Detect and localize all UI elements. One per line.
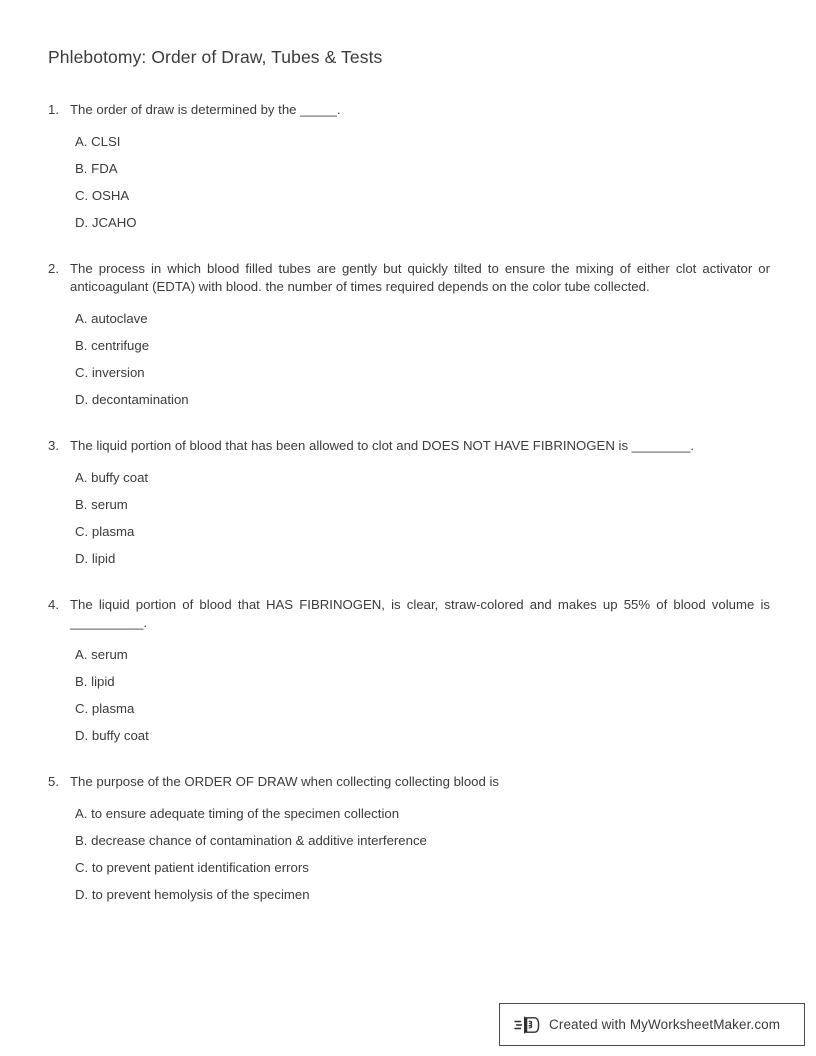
option-text: buffy coat (91, 470, 149, 485)
question-text: The liquid portion of blood that has been allowed to clot and DOES NOT HAVE FIBRINOGEN is ________. (70, 438, 695, 453)
question-number: 5. (48, 774, 59, 789)
option-letter: B. (75, 338, 88, 353)
question-prompt (48, 260, 770, 296)
option-text: decontamination (91, 392, 189, 407)
option-text: buffy coat (91, 728, 149, 743)
option-text: decrease chance of contamination & additive interference (91, 833, 427, 848)
option-text: inversion (91, 365, 145, 380)
option-text: lipid (91, 674, 115, 689)
option-row[interactable] (75, 187, 770, 205)
option-row[interactable] (75, 859, 770, 877)
question-text: The purpose of the ORDER OF DRAW when collecting collecting blood is (70, 774, 500, 789)
option-letter: C. (75, 188, 89, 203)
question-block (48, 437, 770, 596)
option-text: lipid (91, 551, 116, 566)
option-letter: A. (75, 647, 88, 662)
option-row[interactable] (75, 832, 770, 850)
question-text: The process in which blood filled tubes are gently but quickly tilted to ensure the mixing of either clot activator or anticoagulant (EDTA) with blood. the number of times required depends on the color tube collected. (70, 261, 770, 294)
option-row[interactable] (75, 337, 770, 355)
option-text: to prevent hemolysis of the specimen (91, 887, 310, 902)
worksheet-maker-logo-icon (514, 1013, 540, 1037)
option-row[interactable] (75, 496, 770, 514)
footer-text: Created with MyWorksheetMaker.com (549, 1017, 781, 1032)
option-letter: A. (75, 470, 88, 485)
option-row[interactable] (75, 364, 770, 382)
option-row[interactable] (75, 646, 770, 664)
option-letter: A. (75, 134, 88, 149)
question-prompt (48, 437, 770, 455)
question-text: The liquid portion of blood that HAS FIBRINOGEN, is clear, straw-colored and makes up 55% of blood volume is __________. (70, 597, 770, 630)
option-text: plasma (91, 524, 135, 539)
option-row[interactable] (75, 523, 770, 541)
option-row[interactable] (75, 727, 770, 745)
option-row[interactable] (75, 310, 770, 328)
option-letter: A. (75, 806, 88, 821)
option-list (48, 805, 770, 904)
option-row[interactable] (75, 700, 770, 718)
option-text: to ensure adequate timing of the specimen collection (91, 806, 400, 821)
option-letter: B. (75, 161, 88, 176)
footer-attribution-badge[interactable] (499, 1003, 805, 1046)
question-text: The order of draw is determined by the _____. (70, 102, 341, 117)
question-block (48, 773, 770, 904)
option-letter: B. (75, 497, 88, 512)
option-text: CLSI (91, 134, 121, 149)
option-text: JCAHO (91, 215, 137, 230)
option-row[interactable] (75, 805, 770, 823)
option-letter: D. (75, 887, 89, 902)
question-number: 3. (48, 438, 59, 453)
option-list (48, 310, 770, 409)
spacer (48, 232, 770, 260)
option-text: OSHA (91, 188, 130, 203)
option-list (48, 133, 770, 232)
question-block (48, 101, 770, 260)
spacer (48, 745, 770, 773)
option-row[interactable] (75, 469, 770, 487)
question-number: 1. (48, 102, 59, 117)
option-letter: C. (75, 524, 89, 539)
option-letter: C. (75, 701, 89, 716)
option-row[interactable] (75, 214, 770, 232)
page-title: Phlebotomy: Order of Draw, Tubes & Tests (48, 47, 383, 67)
option-letter: D. (75, 392, 89, 407)
option-list (48, 469, 770, 568)
option-text: autoclave (91, 311, 148, 326)
question-block (48, 596, 770, 773)
option-letter: B. (75, 833, 88, 848)
option-row[interactable] (75, 133, 770, 151)
option-letter: C. (75, 860, 89, 875)
option-text: serum (91, 497, 128, 512)
option-letter: D. (75, 551, 89, 566)
option-letter: D. (75, 728, 89, 743)
spacer (48, 568, 770, 596)
option-letter: B. (75, 674, 88, 689)
question-prompt (48, 101, 770, 119)
option-text: plasma (91, 701, 135, 716)
question-prompt (48, 773, 770, 791)
option-text: centrifuge (91, 338, 150, 353)
question-prompt (48, 596, 770, 632)
option-letter: D. (75, 215, 89, 230)
option-text: FDA (91, 161, 118, 176)
option-row[interactable] (75, 673, 770, 691)
option-list (48, 646, 770, 745)
option-row[interactable] (75, 550, 770, 568)
option-text: serum (91, 647, 128, 662)
option-text: to prevent patient identification errors (91, 860, 309, 875)
question-number: 4. (48, 597, 59, 612)
option-row[interactable] (75, 391, 770, 409)
question-number: 2. (48, 261, 59, 276)
option-row[interactable] (75, 886, 770, 904)
option-row[interactable] (75, 160, 770, 178)
spacer (48, 409, 770, 437)
question-block (48, 260, 770, 437)
question-list (48, 101, 770, 904)
option-letter: C. (75, 365, 89, 380)
option-letter: A. (75, 311, 88, 326)
